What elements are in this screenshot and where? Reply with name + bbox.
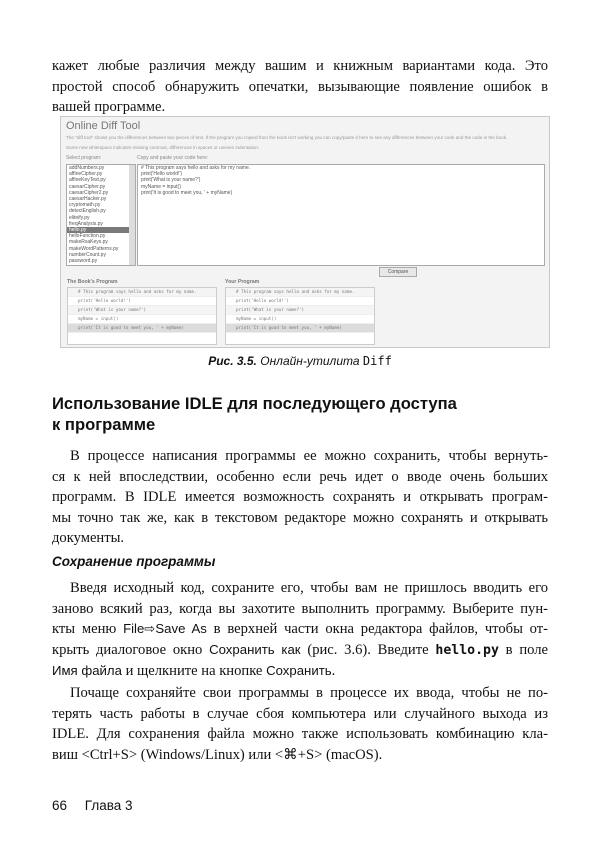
figure-caption-text: Онлайн-утилита <box>260 354 360 368</box>
filename-code: hello.py <box>435 642 499 658</box>
text-line <box>52 640 548 662</box>
your-program-panel <box>225 279 375 343</box>
text-fragment: кты меню <box>52 621 117 637</box>
pasted-code-line: print('It is good to meet you, ' + myName) <box>141 189 233 196</box>
code-line: myName = input() <box>226 315 374 324</box>
pasted-code-line: myName = input() <box>141 183 181 190</box>
paste-code-label: Copy and paste your code here: <box>137 155 209 161</box>
program-option[interactable]: helloFunction.py <box>69 233 106 240</box>
code-line: # This program says hello and asks for my name. <box>226 288 374 297</box>
text-line: документы. <box>52 530 125 546</box>
section-paragraph <box>52 446 548 549</box>
dialog-name: Сохранить как <box>209 641 301 657</box>
your-program-title: Your Program <box>225 279 260 285</box>
text-line: заново всякий раз, когда вы захотите выполнить программу. Выберите пун- <box>52 600 548 617</box>
button-name: Сохранить <box>266 663 332 678</box>
text-line: В процессе написания программы ее можно сохранить, чтобы вернуть- <box>70 448 548 464</box>
program-option[interactable]: cryptomath.py <box>69 202 101 209</box>
chapter-label: Глава 3 <box>84 798 133 813</box>
code-line: print('What is your name?') <box>68 306 216 315</box>
page-number: 66 <box>52 798 68 813</box>
subsection-heading: Сохранение программы <box>52 554 216 569</box>
text-fragment: в верхней части окна редактора файлов, чтобы от- <box>213 621 548 637</box>
field-name: Имя файла <box>52 663 122 678</box>
text-fragment: в поле <box>505 641 548 658</box>
text-line: вашей программе. <box>52 99 166 115</box>
text-fragment: . <box>331 663 336 679</box>
program-option[interactable]: password.py <box>69 258 98 265</box>
page-footer <box>52 798 133 813</box>
book-program-title: The Book's Program <box>67 279 118 285</box>
book-program-code <box>67 287 217 345</box>
text-line: ся к ней впоследствии, особенно если речь идет о вводе очень больших <box>52 468 548 485</box>
program-option[interactable]: makeRsaKeys.py <box>69 239 108 246</box>
text-fragment: и щелкните на кнопке <box>125 663 263 679</box>
section-heading-line: Использование IDLE для последующего доступа <box>52 394 457 413</box>
text-line <box>52 619 548 640</box>
intro-paragraph <box>52 56 548 118</box>
text-fragment: крыть диалоговое окно <box>52 641 203 658</box>
menu-path: File⇨Save As <box>123 621 207 636</box>
your-program-code <box>225 287 375 345</box>
code-paste-textarea[interactable] <box>137 164 545 266</box>
section-heading <box>52 393 548 435</box>
text-line: мы точно так же, как в текстовом редакторе можно сохранять и открывать <box>52 509 548 526</box>
code-line: print('Hello world!') <box>226 297 374 306</box>
program-option[interactable]: freqAnalysis.py <box>69 220 103 227</box>
text-line: терять часть работы в случае сбоя компьютера или случайного выхода из <box>52 705 548 722</box>
diff-tool-description: The "diff tool" shows you the differences between two pieces of text. If the program you copied from the book isn't working you can copy/paste it here to see any differences between your code and the code in the book. <box>66 135 508 140</box>
code-line: # This program says hello and asks for my name. <box>68 288 216 297</box>
program-select-list[interactable] <box>66 164 136 266</box>
code-line: myName = input() <box>68 315 216 324</box>
code-line: print('It is good to meet you, ' + myName) <box>226 324 374 333</box>
program-option[interactable]: affineKeyTest.py <box>69 177 106 184</box>
text-line: виш <Ctrl+S> (Windows/Linux) или <⌘+S> (macOS). <box>52 746 383 763</box>
program-option[interactable]: caesarCipher2.py <box>69 189 109 196</box>
program-list-scrollbar[interactable] <box>129 165 135 265</box>
diff-tool-title: Online Diff Tool <box>66 120 141 132</box>
program-option[interactable]: numberCount.py <box>69 251 106 258</box>
program-option[interactable]: hello.py <box>67 227 135 233</box>
figure-caption-code: Diff <box>362 354 392 368</box>
text-line: простой способ обнаружить опечатки, вызывающие появление ошибок в <box>52 78 548 95</box>
program-option[interactable]: affineCipher.py <box>69 171 103 178</box>
program-option[interactable]: caesarHacker.py <box>69 196 107 203</box>
save-tip-paragraph <box>52 683 548 765</box>
pasted-code-line: print('What is your name?') <box>141 177 201 184</box>
compare-button[interactable]: Compare <box>379 267 417 277</box>
diff-tool-screenshot <box>60 116 550 348</box>
program-option[interactable]: detectEnglish.py <box>69 208 106 215</box>
pasted-code-line: # This program says hello and asks for my name. <box>141 165 251 171</box>
program-option[interactable]: caesarCipher.py <box>69 183 106 190</box>
code-line: print('Hello world!') <box>68 297 216 306</box>
figure-caption <box>0 354 600 368</box>
program-option[interactable]: makeWordPatterns.py <box>69 245 119 252</box>
text-line <box>52 661 548 682</box>
code-line: print('What is your name?') <box>226 306 374 315</box>
section-heading-line: к программе <box>52 415 156 434</box>
diff-tool-hint: Some new whitespace indicates missing commas, differences in spaces or uneven indentation. <box>66 145 260 150</box>
book-program-panel <box>67 279 217 343</box>
text-fragment: (рис. 3.6). Введите <box>307 641 429 658</box>
text-line: IDLE. Для сохранения файла можно также использовать комбинацию кла- <box>52 726 548 742</box>
text-line: кажет любые различия между вашим и книжным вариантами кода. Это <box>52 58 548 74</box>
select-program-label: Select program: <box>66 155 102 161</box>
save-paragraph <box>52 578 548 682</box>
text-line: Введя исходный код, сохраните его, чтобы вам не пришлось вводить его <box>70 580 548 596</box>
text-line: программ. В IDLE имеется возможность сохранять и открывать програм- <box>52 489 548 505</box>
figure-number: Рис. 3.5. <box>208 354 257 368</box>
pasted-code-line: print('Hello world!') <box>141 171 183 178</box>
program-option[interactable]: addNumbers.py <box>69 165 105 171</box>
text-line: Почаще сохраняйте свои программы в процессе их ввода, чтобы не по- <box>70 685 548 701</box>
program-option[interactable]: eliteify.py <box>69 214 90 221</box>
code-line: print('It is good to meet you, ' + myName) <box>68 324 216 333</box>
